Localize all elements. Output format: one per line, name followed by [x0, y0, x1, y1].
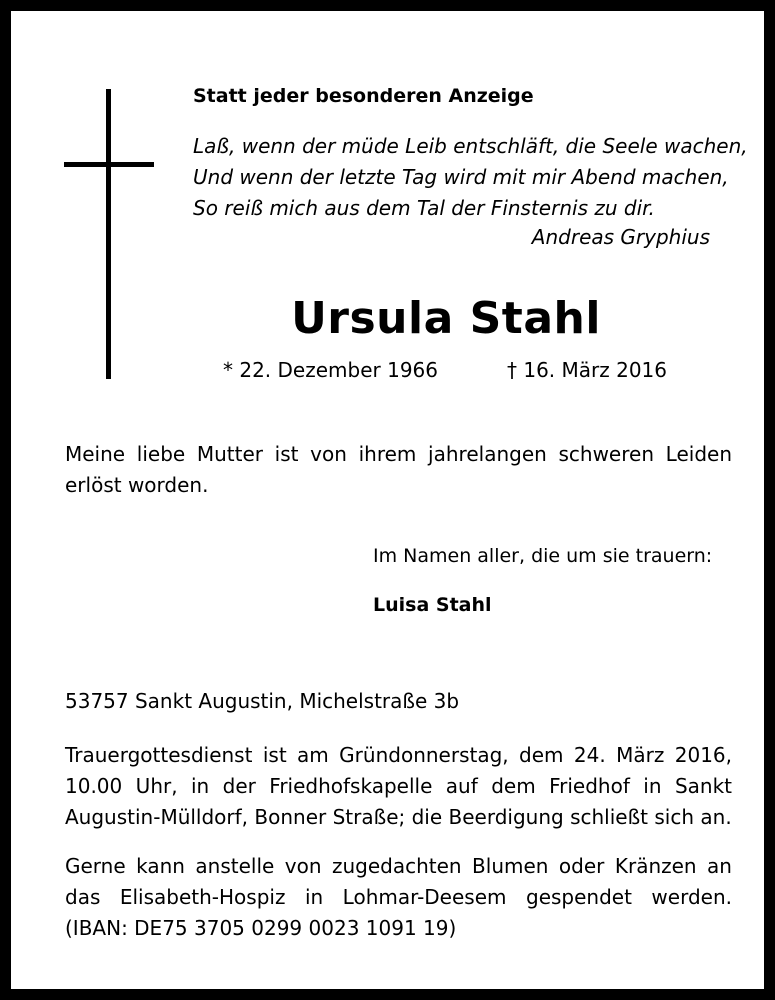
death-date: † 16. März 2016: [507, 358, 668, 382]
signer-name: Luisa Stahl: [373, 594, 492, 616]
poem-line: So reiß mich aus dem Tal der Finsternis zu dir.: [193, 196, 655, 220]
poem-author: Andreas Gryphius: [531, 225, 710, 249]
mourners-line: Im Namen aller, die um sie trauern:: [373, 545, 713, 567]
notice-heading: Statt jeder besonderen Anzeige: [193, 85, 534, 107]
donation-info: Gerne kann anstelle von zugedachten Blumen oder Kränzen an das Elisabeth-Hospiz in Lohmar-Deesem gespendet werden. (IBAN: DE75 3705 0299 0023 1091 19): [65, 854, 732, 940]
address: 53757 Sankt Augustin, Michelstraße 3b: [65, 689, 460, 713]
poem-line: Laß, wenn der müde Leib entschläft, die Seele wachen,: [193, 134, 748, 158]
service-info: Trauergottesdienst ist am Gründonnerstag, dem 24. März 2016, 10.00 Uhr, in der Friedhofskapelle auf dem Friedhof in Sankt Augustin-Mülldorf, Bonner Straße; die Beerdigung schließt sich an.: [65, 743, 732, 829]
birth-date: * 22. Dezember 1966: [223, 358, 438, 382]
poem-line: Und wenn der letzte Tag wird mit mir Abend machen,: [193, 165, 729, 189]
message-text: Meine liebe Mutter ist von ihrem jahrelangen schweren Leiden erlöst worden.: [65, 442, 732, 497]
cross-icon-bar: [64, 162, 154, 167]
poem: [193, 131, 748, 224]
deceased-name: Ursula Stahl: [291, 293, 601, 344]
